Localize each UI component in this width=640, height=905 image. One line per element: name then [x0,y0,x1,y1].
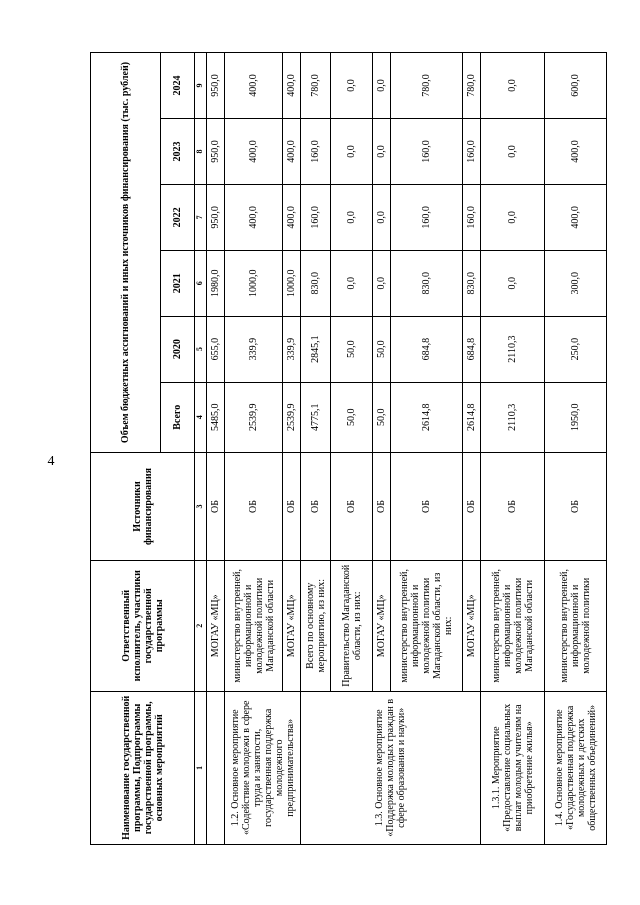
value-cell: 2614,8 [463,382,481,452]
source-cell: ОБ [225,453,283,561]
value-cell: 0,0 [373,53,391,119]
header-total: Всего [161,382,195,452]
value-cell: 2110,3 [481,316,545,382]
source-cell: ОБ [391,453,463,561]
name-cell: 1.3.1. Мероприятие «Предоставление социальных выплат молодым учителям на приобретение жилья» [481,691,545,844]
executor-cell: министерство внутренней, информационной и молодежной политики Магаданской области, из них: [391,560,463,691]
value-cell: 1000,0 [225,250,283,316]
value-cell: 0,0 [481,250,545,316]
header-source: Источники финансирования [91,453,195,561]
header-name: Наименование государственной программы, Подпрограммы государственной программы, основных мероприятий [91,691,195,844]
index-cell: 4 [195,382,207,452]
value-cell: 780,0 [391,53,463,119]
header-year: 2023 [161,119,195,185]
value-cell: 160,0 [463,119,481,185]
value-cell: 600,0 [545,53,607,119]
value-cell: 2614,8 [391,382,463,452]
value-cell: 1000,0 [283,250,301,316]
value-cell: 400,0 [545,184,607,250]
value-cell: 830,0 [301,250,331,316]
value-cell: 1980,0 [207,250,225,316]
value-cell: 160,0 [391,119,463,185]
source-cell: ОБ [373,453,391,561]
value-cell: 950,0 [207,119,225,185]
name-cell: 1.2. Основное мероприятие «Содействие молодежи в сфере труда и занятости, государственная поддержка молодежного предпринимательства» [225,691,301,844]
executor-cell: МОГАУ «МЦ» [373,560,391,691]
executor-cell: МОГАУ «МЦ» [283,560,301,691]
value-cell: 250,0 [545,316,607,382]
executor-cell: Всего по основному мероприятию, из них: [301,560,331,691]
value-cell: 780,0 [463,53,481,119]
value-cell: 339,9 [283,316,301,382]
header-year: 2024 [161,53,195,119]
index-cell: 8 [195,119,207,185]
value-cell: 830,0 [391,250,463,316]
executor-cell: министерство внутренней, информационной и молодежной политики Магаданской области [225,560,283,691]
value-cell: 0,0 [481,119,545,185]
value-cell: 0,0 [373,184,391,250]
value-cell: 2110,3 [481,382,545,452]
executor-cell: министерство внутренней, информационной и молодежной политики [545,560,607,691]
table-row [301,53,331,845]
value-cell: 4775,1 [301,382,331,452]
rotated-table-container [90,52,598,845]
value-cell: 0,0 [331,184,373,250]
table-row [481,53,545,845]
table-row [207,53,225,845]
value-cell: 400,0 [283,119,301,185]
header-year: 2020 [161,316,195,382]
value-cell: 684,8 [463,316,481,382]
value-cell: 0,0 [373,250,391,316]
value-cell: 400,0 [225,53,283,119]
value-cell: 950,0 [207,53,225,119]
header-year: 2022 [161,184,195,250]
header-volume: Объем бюджетных ассигнований и иных источников финансирования (тыс. рублей) [91,53,161,453]
source-cell: ОБ [301,453,331,561]
executor-cell: министерство внутренней, информационной и молодежной политики Магаданской области [481,560,545,691]
table-row [225,53,283,845]
table-row [545,53,607,845]
value-cell: 2539,9 [225,382,283,452]
page-number: 4 [47,454,55,469]
value-cell: 160,0 [301,119,331,185]
value-cell: 400,0 [545,119,607,185]
executor-cell: МОГАУ «МЦ» [463,560,481,691]
index-cell: 7 [195,184,207,250]
name-cell: 1.3. Основное мероприятие «Поддержка молодых граждан в сфере образования и науки» [301,691,481,844]
financing-table [90,52,607,845]
value-cell: 830,0 [463,250,481,316]
value-cell: 50,0 [373,382,391,452]
value-cell: 50,0 [373,316,391,382]
name-cell [207,691,225,844]
header-executor: Ответственный исполнитель, участники государственной программы [91,560,195,691]
value-cell: 50,0 [331,382,373,452]
index-cell: 9 [195,53,207,119]
value-cell: 2845,1 [301,316,331,382]
value-cell: 0,0 [331,250,373,316]
value-cell: 1950,0 [545,382,607,452]
value-cell: 400,0 [225,119,283,185]
executor-cell: МОГАУ «МЦ» [207,560,225,691]
source-cell: ОБ [283,453,301,561]
value-cell: 400,0 [283,184,301,250]
index-cell: 2 [195,560,207,691]
value-cell: 0,0 [331,119,373,185]
name-cell: 1.4. Основное мероприятие «Государственная поддержка молодежных и детских общественных объединений» [545,691,607,844]
index-cell: 6 [195,250,207,316]
index-cell: 3 [195,453,207,561]
source-cell: ОБ [481,453,545,561]
value-cell: 339,9 [225,316,283,382]
header-year: 2021 [161,250,195,316]
value-cell: 300,0 [545,250,607,316]
value-cell: 0,0 [481,184,545,250]
value-cell: 780,0 [301,53,331,119]
value-cell: 684,8 [391,316,463,382]
value-cell: 0,0 [373,119,391,185]
value-cell: 160,0 [391,184,463,250]
value-cell: 2539,9 [283,382,301,452]
source-cell: ОБ [545,453,607,561]
value-cell: 400,0 [225,184,283,250]
source-cell: ОБ [331,453,373,561]
value-cell: 160,0 [463,184,481,250]
source-cell: ОБ [207,453,225,561]
source-cell: ОБ [463,453,481,561]
value-cell: 400,0 [283,53,301,119]
index-cell: 1 [195,691,207,844]
value-cell: 0,0 [481,53,545,119]
executor-cell: Правительство Магаданской области, из них: [331,560,373,691]
value-cell: 0,0 [331,53,373,119]
value-cell: 160,0 [301,184,331,250]
value-cell: 655,0 [207,316,225,382]
value-cell: 5485,0 [207,382,225,452]
index-cell: 5 [195,316,207,382]
value-cell: 950,0 [207,184,225,250]
value-cell: 50,0 [331,316,373,382]
